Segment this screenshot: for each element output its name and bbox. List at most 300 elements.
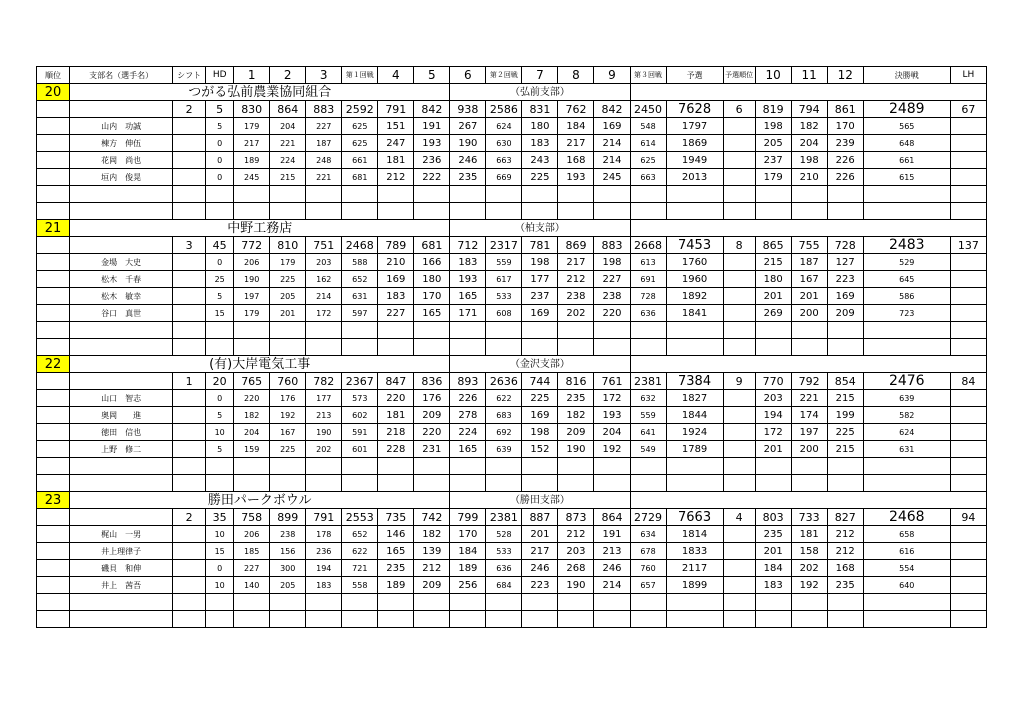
player-rank-blank: [37, 152, 70, 169]
col-g4: 4: [378, 67, 414, 84]
player-shift-blank: [173, 390, 206, 407]
player-g8: 238: [558, 288, 594, 305]
empty-cell: [950, 458, 986, 475]
empty-cell: [791, 203, 827, 220]
empty-cell: [450, 322, 486, 339]
player-r2: 683: [486, 407, 522, 424]
player-g1: 217: [234, 135, 270, 152]
total-g6: 712: [450, 237, 486, 254]
player-hd: 15: [206, 543, 234, 560]
empty-cell: [306, 475, 342, 492]
player-g7: 225: [522, 390, 558, 407]
empty-row: [37, 322, 987, 339]
player-r3: 613: [630, 254, 666, 271]
total-g4: 735: [378, 509, 414, 526]
empty-row: [37, 458, 987, 475]
empty-cell: [414, 322, 450, 339]
player-prelim_rank-blank: [723, 577, 755, 594]
player-g9: 246: [594, 560, 630, 577]
player-shift-blank: [173, 152, 206, 169]
player-g10: 183: [755, 577, 791, 594]
player-shift-blank: [173, 169, 206, 186]
player-prelim: 1960: [666, 271, 723, 288]
player-g2: 205: [270, 288, 306, 305]
player-name: 井上理律子: [70, 543, 173, 560]
empty-cell: [37, 611, 70, 628]
player-g7: 198: [522, 424, 558, 441]
empty-cell: [723, 594, 755, 611]
player-r3: 548: [630, 118, 666, 135]
empty-row: [37, 186, 987, 203]
total-g3: 782: [306, 373, 342, 390]
player-g1: 227: [234, 560, 270, 577]
player-rank-blank: [37, 526, 70, 543]
player-g9: 169: [594, 118, 630, 135]
player-prelim: 1797: [666, 118, 723, 135]
empty-cell: [522, 611, 558, 628]
player-shift-blank: [173, 441, 206, 458]
player-g8: 190: [558, 577, 594, 594]
player-final: 565: [863, 118, 950, 135]
player-r1: 631: [342, 288, 378, 305]
player-g11: 197: [791, 424, 827, 441]
empty-cell: [950, 339, 986, 356]
player-g12: 212: [827, 543, 863, 560]
player-g10: 201: [755, 288, 791, 305]
total-g5: 742: [414, 509, 450, 526]
player-prelim_rank-blank: [723, 441, 755, 458]
player-g4: 146: [378, 526, 414, 543]
total-g3: 883: [306, 101, 342, 118]
player-prelim_rank-blank: [723, 390, 755, 407]
player-prelim_rank-blank: [723, 152, 755, 169]
empty-cell: [70, 186, 173, 203]
player-g11: 201: [791, 288, 827, 305]
empty-cell: [558, 186, 594, 203]
player-g2: 225: [270, 271, 306, 288]
player-rank-blank: [37, 169, 70, 186]
player-prelim_rank-blank: [723, 169, 755, 186]
player-g4: 181: [378, 407, 414, 424]
empty-cell: [173, 458, 206, 475]
player-g7: 237: [522, 288, 558, 305]
player-g7: 217: [522, 543, 558, 560]
total-prelim: 7384: [666, 373, 723, 390]
player-g10: 198: [755, 118, 791, 135]
player-final: 640: [863, 577, 950, 594]
total-g8: 762: [558, 101, 594, 118]
player-g2: 238: [270, 526, 306, 543]
empty-cell: [378, 594, 414, 611]
total-g10: 865: [755, 237, 791, 254]
player-g5: 212: [414, 560, 450, 577]
player-g5: 236: [414, 152, 450, 169]
player-r1: 652: [342, 271, 378, 288]
player-g7: 201: [522, 526, 558, 543]
player-r1: 573: [342, 390, 378, 407]
player-g1: 206: [234, 526, 270, 543]
player-hd: 25: [206, 271, 234, 288]
total-g9: 883: [594, 237, 630, 254]
total-g12: 728: [827, 237, 863, 254]
player-g8: 235: [558, 390, 594, 407]
total-hd: 20: [206, 373, 234, 390]
player-g7: 198: [522, 254, 558, 271]
total-g9: 842: [594, 101, 630, 118]
empty-cell: [306, 322, 342, 339]
total-g1: 765: [234, 373, 270, 390]
player-r3: 559: [630, 407, 666, 424]
team-header-row: [37, 84, 987, 101]
total-g2: 760: [270, 373, 306, 390]
empty-cell: [827, 594, 863, 611]
total-r3: 2450: [630, 101, 666, 118]
player-name: 棟方 伸伍: [70, 135, 173, 152]
player-lh-blank: [950, 424, 986, 441]
player-name: 松木 千春: [70, 271, 173, 288]
player-g1: 140: [234, 577, 270, 594]
total-g7: 831: [522, 101, 558, 118]
empty-cell: [414, 186, 450, 203]
player-g6: 171: [450, 305, 486, 322]
total-g6: 799: [450, 509, 486, 526]
empty-cell: [450, 475, 486, 492]
empty-cell: [863, 186, 950, 203]
empty-cell: [486, 339, 522, 356]
player-g8: 209: [558, 424, 594, 441]
player-hd: 5: [206, 288, 234, 305]
player-final: 723: [863, 305, 950, 322]
player-g11: 167: [791, 271, 827, 288]
player-g12: 225: [827, 424, 863, 441]
player-final: 658: [863, 526, 950, 543]
player-lh-blank: [950, 407, 986, 424]
player-prelim_rank-blank: [723, 526, 755, 543]
player-g12: 199: [827, 407, 863, 424]
empty-row: [37, 339, 987, 356]
empty-cell: [342, 458, 378, 475]
player-g8: 217: [558, 254, 594, 271]
empty-cell: [863, 339, 950, 356]
total-name-blank: [70, 237, 173, 254]
player-g12: 127: [827, 254, 863, 271]
empty-cell: [827, 203, 863, 220]
player-r3: 760: [630, 560, 666, 577]
empty-cell: [270, 475, 306, 492]
empty-cell: [630, 475, 666, 492]
player-prelim_rank-blank: [723, 135, 755, 152]
player-g10: 172: [755, 424, 791, 441]
col-prelim: 予選: [666, 67, 723, 84]
total-g8: 869: [558, 237, 594, 254]
player-g2: 224: [270, 152, 306, 169]
team-rank: 20: [37, 84, 70, 101]
player-row: [37, 135, 987, 152]
empty-cell: [791, 475, 827, 492]
player-g10: 235: [755, 526, 791, 543]
player-name: 井上 茜吾: [70, 577, 173, 594]
empty-cell: [630, 203, 666, 220]
empty-row: [37, 611, 987, 628]
empty-cell: [378, 186, 414, 203]
total-g12: 827: [827, 509, 863, 526]
player-g12: 223: [827, 271, 863, 288]
player-lh-blank: [950, 560, 986, 577]
player-g6: 278: [450, 407, 486, 424]
empty-cell: [863, 475, 950, 492]
player-g8: 193: [558, 169, 594, 186]
total-g3: 751: [306, 237, 342, 254]
total-final: 2468: [863, 509, 950, 526]
total-shift: 1: [173, 373, 206, 390]
empty-cell: [723, 611, 755, 628]
col-rank: 順位: [37, 67, 70, 84]
team-name: 中野工務店: [70, 220, 450, 237]
team-header-row: [37, 220, 987, 237]
total-r3: 2729: [630, 509, 666, 526]
player-g12: 169: [827, 288, 863, 305]
player-g11: 182: [791, 118, 827, 135]
empty-cell: [70, 475, 173, 492]
player-name: 梶山 一男: [70, 526, 173, 543]
player-r2: 624: [486, 118, 522, 135]
empty-cell: [270, 339, 306, 356]
team-branch: （金沢支部）: [450, 356, 630, 373]
player-prelim: 1760: [666, 254, 723, 271]
player-final: 529: [863, 254, 950, 271]
empty-cell: [522, 186, 558, 203]
player-r2: 663: [486, 152, 522, 169]
empty-cell: [173, 475, 206, 492]
player-g7: 223: [522, 577, 558, 594]
player-rank-blank: [37, 390, 70, 407]
empty-cell: [342, 594, 378, 611]
player-shift-blank: [173, 526, 206, 543]
player-name: 奥岡 進: [70, 407, 173, 424]
total-rank-blank: [37, 237, 70, 254]
player-shift-blank: [173, 118, 206, 135]
player-row: [37, 526, 987, 543]
empty-cell: [522, 339, 558, 356]
player-g5: 165: [414, 305, 450, 322]
player-g2: 221: [270, 135, 306, 152]
team-branch: （弘前支部）: [450, 84, 630, 101]
player-g9: 204: [594, 424, 630, 441]
total-lh: 84: [950, 373, 986, 390]
empty-cell: [206, 475, 234, 492]
empty-cell: [342, 186, 378, 203]
empty-cell: [950, 322, 986, 339]
player-hd: 15: [206, 305, 234, 322]
player-r3: 641: [630, 424, 666, 441]
team-rank: 22: [37, 356, 70, 373]
player-r1: 597: [342, 305, 378, 322]
empty-cell: [378, 611, 414, 628]
player-rank-blank: [37, 118, 70, 135]
empty-cell: [723, 475, 755, 492]
empty-cell: [234, 203, 270, 220]
empty-cell: [450, 594, 486, 611]
team-name: (有)大岸電気工事: [70, 356, 450, 373]
player-hd: 0: [206, 152, 234, 169]
player-shift-blank: [173, 407, 206, 424]
player-g3: 203: [306, 254, 342, 271]
empty-cell: [37, 458, 70, 475]
player-r2: 639: [486, 441, 522, 458]
empty-cell: [342, 339, 378, 356]
player-lh-blank: [950, 169, 986, 186]
player-g6: 193: [450, 271, 486, 288]
player-g9: 192: [594, 441, 630, 458]
player-final: 645: [863, 271, 950, 288]
empty-cell: [306, 339, 342, 356]
player-row: [37, 254, 987, 271]
player-r2: 669: [486, 169, 522, 186]
total-g5: 681: [414, 237, 450, 254]
player-g3: 214: [306, 288, 342, 305]
empty-cell: [723, 203, 755, 220]
empty-cell: [827, 475, 863, 492]
player-g3: 194: [306, 560, 342, 577]
team-rank: 21: [37, 220, 70, 237]
player-g3: 190: [306, 424, 342, 441]
player-g5: 191: [414, 118, 450, 135]
player-g2: 201: [270, 305, 306, 322]
player-prelim: 1833: [666, 543, 723, 560]
empty-cell: [206, 458, 234, 475]
player-r2: 559: [486, 254, 522, 271]
total-g7: 887: [522, 509, 558, 526]
team-header-filler: [630, 356, 986, 373]
player-hd: 5: [206, 441, 234, 458]
empty-cell: [378, 322, 414, 339]
player-g5: 231: [414, 441, 450, 458]
empty-cell: [306, 458, 342, 475]
player-g10: 201: [755, 543, 791, 560]
empty-cell: [342, 611, 378, 628]
player-hd: 10: [206, 526, 234, 543]
player-g4: 210: [378, 254, 414, 271]
total-r1: 2553: [342, 509, 378, 526]
player-g4: 151: [378, 118, 414, 135]
player-r2: 533: [486, 288, 522, 305]
empty-cell: [414, 458, 450, 475]
player-g9: 191: [594, 526, 630, 543]
empty-cell: [950, 594, 986, 611]
total-prelim_rank: 4: [723, 509, 755, 526]
empty-cell: [270, 611, 306, 628]
player-g12: 170: [827, 118, 863, 135]
player-final: 648: [863, 135, 950, 152]
player-g9: 213: [594, 543, 630, 560]
player-prelim: 1789: [666, 441, 723, 458]
player-g6: 165: [450, 441, 486, 458]
player-g4: 247: [378, 135, 414, 152]
player-g1: 185: [234, 543, 270, 560]
player-row: [37, 271, 987, 288]
total-hd: 35: [206, 509, 234, 526]
col-g11: 11: [791, 67, 827, 84]
player-g9: 193: [594, 407, 630, 424]
empty-cell: [173, 203, 206, 220]
player-name: 上野 修二: [70, 441, 173, 458]
empty-cell: [234, 475, 270, 492]
col-g3: 3: [306, 67, 342, 84]
empty-cell: [70, 322, 173, 339]
player-g4: 169: [378, 271, 414, 288]
player-g6: 190: [450, 135, 486, 152]
player-g5: 176: [414, 390, 450, 407]
empty-cell: [486, 458, 522, 475]
player-lh-blank: [950, 526, 986, 543]
total-g4: 791: [378, 101, 414, 118]
player-final: 586: [863, 288, 950, 305]
player-hd: 5: [206, 407, 234, 424]
player-g5: 193: [414, 135, 450, 152]
player-g10: 237: [755, 152, 791, 169]
total-g6: 893: [450, 373, 486, 390]
player-g12: 235: [827, 577, 863, 594]
empty-cell: [450, 203, 486, 220]
player-g9: 245: [594, 169, 630, 186]
player-g1: 189: [234, 152, 270, 169]
player-r1: 558: [342, 577, 378, 594]
player-r1: 681: [342, 169, 378, 186]
total-g11: 755: [791, 237, 827, 254]
player-final: 616: [863, 543, 950, 560]
total-name-blank: [70, 509, 173, 526]
player-shift-blank: [173, 543, 206, 560]
player-g2: 225: [270, 441, 306, 458]
total-g8: 873: [558, 509, 594, 526]
player-row: [37, 407, 987, 424]
total-prelim_rank: 8: [723, 237, 755, 254]
empty-cell: [594, 458, 630, 475]
player-g11: 221: [791, 390, 827, 407]
player-g11: 158: [791, 543, 827, 560]
empty-cell: [342, 322, 378, 339]
col-g2: 2: [270, 67, 306, 84]
empty-cell: [791, 611, 827, 628]
empty-cell: [755, 322, 791, 339]
col-g12: 12: [827, 67, 863, 84]
player-lh-blank: [950, 390, 986, 407]
team-branch: （柏支部）: [450, 220, 630, 237]
player-r2: 630: [486, 135, 522, 152]
total-g9: 761: [594, 373, 630, 390]
total-rank-blank: [37, 101, 70, 118]
total-g7: 744: [522, 373, 558, 390]
empty-cell: [755, 186, 791, 203]
empty-cell: [666, 339, 723, 356]
player-prelim: 1869: [666, 135, 723, 152]
player-g11: 174: [791, 407, 827, 424]
player-r1: 602: [342, 407, 378, 424]
player-g1: 206: [234, 254, 270, 271]
empty-cell: [558, 458, 594, 475]
empty-cell: [950, 186, 986, 203]
empty-cell: [558, 203, 594, 220]
player-g4: 220: [378, 390, 414, 407]
player-g6: 224: [450, 424, 486, 441]
team-header-filler: [630, 492, 986, 509]
player-g6: 246: [450, 152, 486, 169]
empty-cell: [173, 186, 206, 203]
player-r3: 657: [630, 577, 666, 594]
player-g12: 239: [827, 135, 863, 152]
empty-cell: [791, 322, 827, 339]
col-g8: 8: [558, 67, 594, 84]
